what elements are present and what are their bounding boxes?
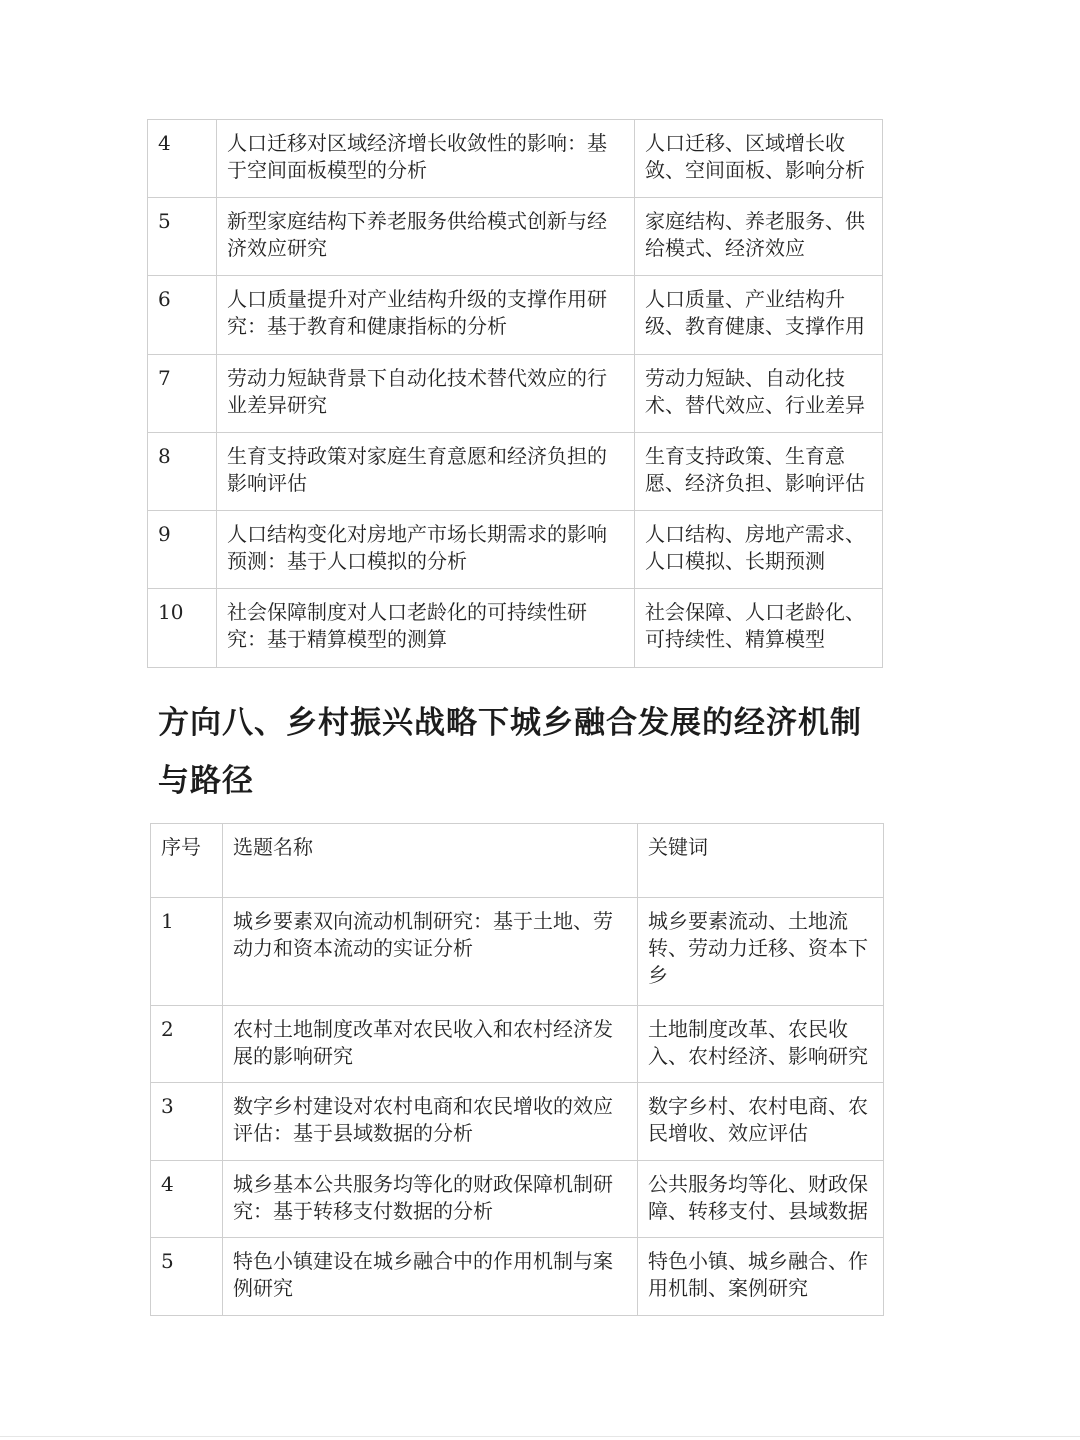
table-row [148, 589, 883, 668]
row-number: 8 [148, 433, 217, 511]
table-row [151, 1238, 884, 1316]
row-number: 10 [148, 589, 217, 668]
table-row [151, 1083, 884, 1161]
topic-keywords: 劳动力短缺、自动化技术、替代效应、行业差异 [635, 355, 883, 433]
topic-keywords: 城乡要素流动、土地流转、劳动力迁移、资本下乡 [638, 898, 884, 1006]
table-row [148, 120, 883, 198]
topic-title: 数字乡村建设对农村电商和农民增收的效应评估：基于县域数据的分析 [223, 1083, 638, 1161]
column-header-title: 选题名称 [223, 824, 638, 898]
table-row [148, 511, 883, 589]
topic-keywords: 土地制度改革、农民收入、农村经济、影响研究 [638, 1006, 884, 1083]
row-number: 9 [148, 511, 217, 589]
topic-title: 生育支持政策对家庭生育意愿和经济负担的影响评估 [217, 433, 635, 511]
table-row [151, 1161, 884, 1238]
topic-title: 人口迁移对区域经济增长收敛性的影响：基于空间面板模型的分析 [217, 120, 635, 198]
topic-title: 特色小镇建设在城乡融合中的作用机制与案例研究 [223, 1238, 638, 1316]
table-row [151, 1006, 884, 1083]
topic-title: 城乡要素双向流动机制研究：基于土地、劳动力和资本流动的实证分析 [223, 898, 638, 1006]
topic-keywords: 人口结构、房地产需求、人口模拟、长期预测 [635, 511, 883, 589]
row-number: 3 [151, 1083, 223, 1161]
topic-title: 社会保障制度对人口老龄化的可持续性研究：基于精算模型的测算 [217, 589, 635, 668]
row-number: 2 [151, 1006, 223, 1083]
topic-keywords: 家庭结构、养老服务、供给模式、经济效应 [635, 198, 883, 276]
row-number: 4 [151, 1161, 223, 1238]
row-number: 1 [151, 898, 223, 1006]
row-number: 6 [148, 276, 217, 355]
row-number: 7 [148, 355, 217, 433]
table-row [151, 898, 884, 1006]
topics-table-direction-8 [150, 823, 884, 1316]
table-header-row [151, 824, 884, 898]
topic-keywords: 数字乡村、农村电商、农民增收、效应评估 [638, 1083, 884, 1161]
topics-table-continued [147, 119, 883, 668]
column-header-number: 序号 [151, 824, 223, 898]
row-number: 4 [148, 120, 217, 198]
table-row [148, 198, 883, 276]
topic-title: 农村土地制度改革对农民收入和农村经济发展的影响研究 [223, 1006, 638, 1083]
section-heading: 方向八、乡村振兴战略下城乡融合发展的经济机制与路径 [158, 705, 862, 799]
topic-keywords: 社会保障、人口老龄化、可持续性、精算模型 [635, 589, 883, 668]
topic-keywords: 特色小镇、城乡融合、作用机制、案例研究 [638, 1238, 884, 1316]
row-number: 5 [151, 1238, 223, 1316]
topic-keywords: 生育支持政策、生育意愿、经济负担、影响评估 [635, 433, 883, 511]
topic-keywords: 人口迁移、区域增长收敛、空间面板、影响分析 [635, 120, 883, 198]
table-row [148, 433, 883, 511]
topic-title: 新型家庭结构下养老服务供给模式创新与经济效应研究 [217, 198, 635, 276]
topic-title: 人口结构变化对房地产市场长期需求的影响预测：基于人口模拟的分析 [217, 511, 635, 589]
table-row [148, 355, 883, 433]
topic-title: 劳动力短缺背景下自动化技术替代效应的行业差异研究 [217, 355, 635, 433]
topic-title: 城乡基本公共服务均等化的财政保障机制研究：基于转移支付数据的分析 [223, 1161, 638, 1238]
column-header-keywords: 关键词 [638, 824, 884, 898]
row-number: 5 [148, 198, 217, 276]
table-row [148, 276, 883, 355]
topic-title: 人口质量提升对产业结构升级的支撑作用研究：基于教育和健康指标的分析 [217, 276, 635, 355]
topic-keywords: 人口质量、产业结构升级、教育健康、支撑作用 [635, 276, 883, 355]
page-edge-divider [0, 1436, 1080, 1437]
topic-keywords: 公共服务均等化、财政保障、转移支付、县域数据 [638, 1161, 884, 1238]
